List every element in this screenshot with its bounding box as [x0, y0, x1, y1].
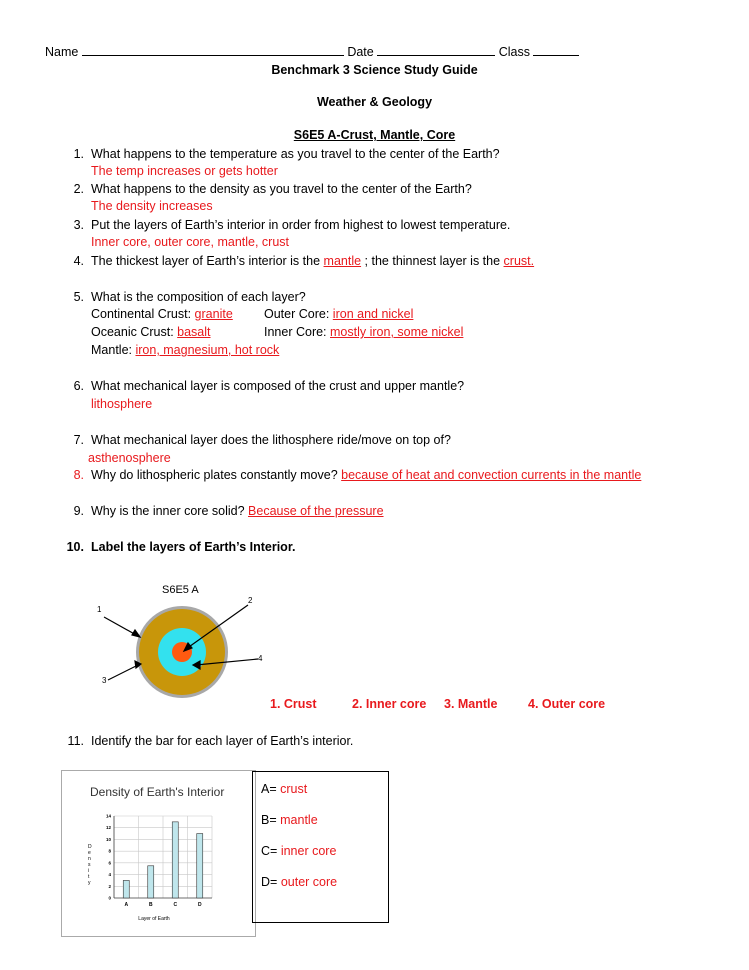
q7-question: What mechanical layer does the lithosphere ride/move on top of? — [91, 433, 451, 447]
chart-title: Density of Earth's Interior — [90, 785, 225, 799]
document-title: Benchmark 3 Science Study Guide — [271, 63, 478, 77]
q2-question: What happens to the density as you travel to the center of the Earth? — [91, 182, 472, 196]
answer-c-label: C= — [261, 844, 278, 858]
q9-answer: Because of the pressure — [248, 504, 384, 518]
q10-question: Label the layers of Earth’s Interior. — [91, 540, 296, 554]
chart-bar-a — [123, 880, 129, 898]
answer-a-value: crust — [280, 782, 308, 796]
answer-a — [261, 782, 307, 796]
chart-y-axis-letter: i — [88, 868, 90, 874]
date-label: Date — [347, 45, 374, 59]
chart-y-tick-label: 10 — [105, 836, 111, 842]
answer-c-value: inner core — [280, 844, 337, 858]
q1-number: 1. — [73, 147, 84, 161]
continental-answer: granite — [194, 307, 233, 321]
q4-text-a: The thickest layer of Earth’s interior is the — [91, 254, 321, 268]
q3-question: Put the layers of Earth’s interior in order from highest to lowest temperature. — [91, 218, 511, 232]
chart-y-axis-letter: y — [88, 880, 91, 886]
q3-number: 3. — [73, 218, 84, 232]
q10-number: 10. — [66, 540, 84, 554]
name-field — [45, 44, 579, 59]
chart-bar-b — [148, 866, 154, 898]
diagram-label-3: 3 — [102, 676, 107, 685]
arrowhead-1 — [132, 630, 140, 637]
outer-core-answer: iron and nickel — [332, 307, 414, 321]
answer-d-label: D= — [261, 875, 278, 889]
name-blank[interactable] — [82, 44, 344, 56]
chart-y-tick-label: 2 — [108, 883, 111, 889]
q2-answer: The density increases — [91, 199, 213, 213]
class-blank[interactable] — [533, 44, 579, 56]
q2-number: 2. — [73, 182, 84, 196]
legend-mantle: 3. Mantle — [444, 697, 498, 711]
q5-inner-core — [264, 325, 463, 339]
earth-layers-diagram — [90, 595, 280, 700]
chart-x-ticks — [124, 902, 202, 908]
mantle-answer: iron, magnesium, hot rock — [135, 343, 280, 357]
chart-bar-c — [172, 822, 178, 898]
q4-answer-thickest: mantle — [323, 254, 362, 268]
outer-core-label: Outer Core: — [264, 307, 330, 321]
legend-crust: 1. Crust — [270, 697, 317, 711]
q5-mantle — [91, 343, 279, 357]
density-chart — [82, 808, 217, 923]
q8-question — [91, 468, 641, 482]
chart-y-axis-letter: n — [88, 856, 91, 862]
diagram-title: S6E5 A — [162, 584, 199, 596]
chart-y-ticks — [106, 814, 112, 901]
q4-text-b: ; the thinnest layer is the — [364, 254, 501, 268]
answer-b-value: mantle — [280, 813, 318, 827]
chart-y-axis-label — [88, 844, 92, 886]
chart-y-tick-label: 6 — [108, 860, 111, 866]
q9-question — [91, 504, 384, 518]
q7-answer: asthenosphere — [88, 451, 171, 465]
chart-y-axis-letter: t — [88, 874, 90, 880]
q11-number: 11. — [67, 734, 84, 748]
chart-y-axis-letter: s — [88, 862, 91, 868]
q1-question: What happens to the temperature as you travel to the center of the Earth? — [91, 147, 500, 161]
q4-question — [91, 254, 534, 268]
oceanic-answer: basalt — [177, 325, 211, 339]
inner-core-label: Inner Core: — [264, 325, 327, 339]
answer-c — [261, 844, 336, 858]
chart-x-tick-label: C — [173, 902, 178, 908]
q5-oceanic — [91, 325, 211, 339]
answer-b-label: B= — [261, 813, 277, 827]
q8-answer: because of heat and convection currents in the mantle — [341, 468, 642, 482]
chart-x-tick-label: A — [124, 902, 129, 908]
section-title: S6E5 A-Crust, Mantle, Core — [293, 128, 456, 142]
answer-b — [261, 813, 318, 827]
legend-outer-core: 4. Outer core — [528, 697, 606, 711]
q4-answer-thinnest: crust. — [503, 254, 535, 268]
chart-y-axis-letter: D — [88, 844, 92, 850]
q8-number: 8. — [73, 468, 84, 482]
chart-y-tick-label: 8 — [108, 848, 111, 854]
q6-number: 6. — [73, 379, 84, 393]
unit-title: Weather & Geology — [316, 95, 433, 109]
inner-core-answer: mostly iron, some nickel — [330, 325, 464, 339]
continental-label: Continental Crust: — [91, 307, 192, 321]
chart-y-axis-letter: e — [88, 850, 91, 856]
legend-inner-core: 2. Inner core — [352, 697, 427, 711]
q6-answer: lithosphere — [91, 397, 153, 411]
q5-continental — [91, 307, 233, 321]
chart-bar-d — [197, 834, 203, 898]
chart-y-tick-label: 12 — [105, 825, 111, 831]
arrow-3 — [108, 665, 138, 680]
date-blank[interactable] — [377, 44, 495, 56]
q3-answer: Inner core, outer core, mantle, crust — [91, 235, 290, 249]
q9-text: Why is the inner core solid? — [91, 504, 245, 518]
chart-y-tick-label: 0 — [108, 895, 111, 901]
q9-number: 9. — [73, 504, 84, 518]
q5-question: What is the composition of each layer? — [91, 290, 306, 304]
q6-question: What mechanical layer is composed of the crust and upper mantle? — [91, 379, 465, 393]
q11-question: Identify the bar for each layer of Earth’s interior. — [91, 734, 354, 748]
oceanic-label: Oceanic Crust: — [91, 325, 174, 339]
diagram-label-4: 4 — [258, 654, 263, 663]
chart-x-tick-label: B — [148, 902, 153, 908]
q4-number: 4. — [73, 254, 84, 268]
q8-text: Why do lithospheric plates constantly move? — [91, 468, 338, 482]
diagram-label-1: 1 — [97, 605, 102, 614]
chart-x-tick-label: D — [197, 902, 202, 908]
answer-d-value: outer core — [280, 875, 338, 889]
class-label: Class — [498, 45, 530, 59]
q1-answer: The temp increases or gets hotter — [91, 164, 278, 178]
chart-y-tick-label: 14 — [105, 813, 111, 819]
answer-d — [261, 875, 337, 889]
answer-a-label: A= — [261, 782, 277, 796]
mantle-label: Mantle: — [91, 343, 132, 357]
chart-y-tick-label: 4 — [108, 872, 111, 878]
name-label: Name — [45, 45, 79, 59]
chart-x-axis-label: Layer of Earth — [138, 916, 170, 922]
diagram-label-2: 2 — [248, 596, 253, 605]
q7-number: 7. — [73, 433, 84, 447]
q5-number: 5. — [73, 290, 84, 304]
q5-outer-core — [264, 307, 413, 321]
